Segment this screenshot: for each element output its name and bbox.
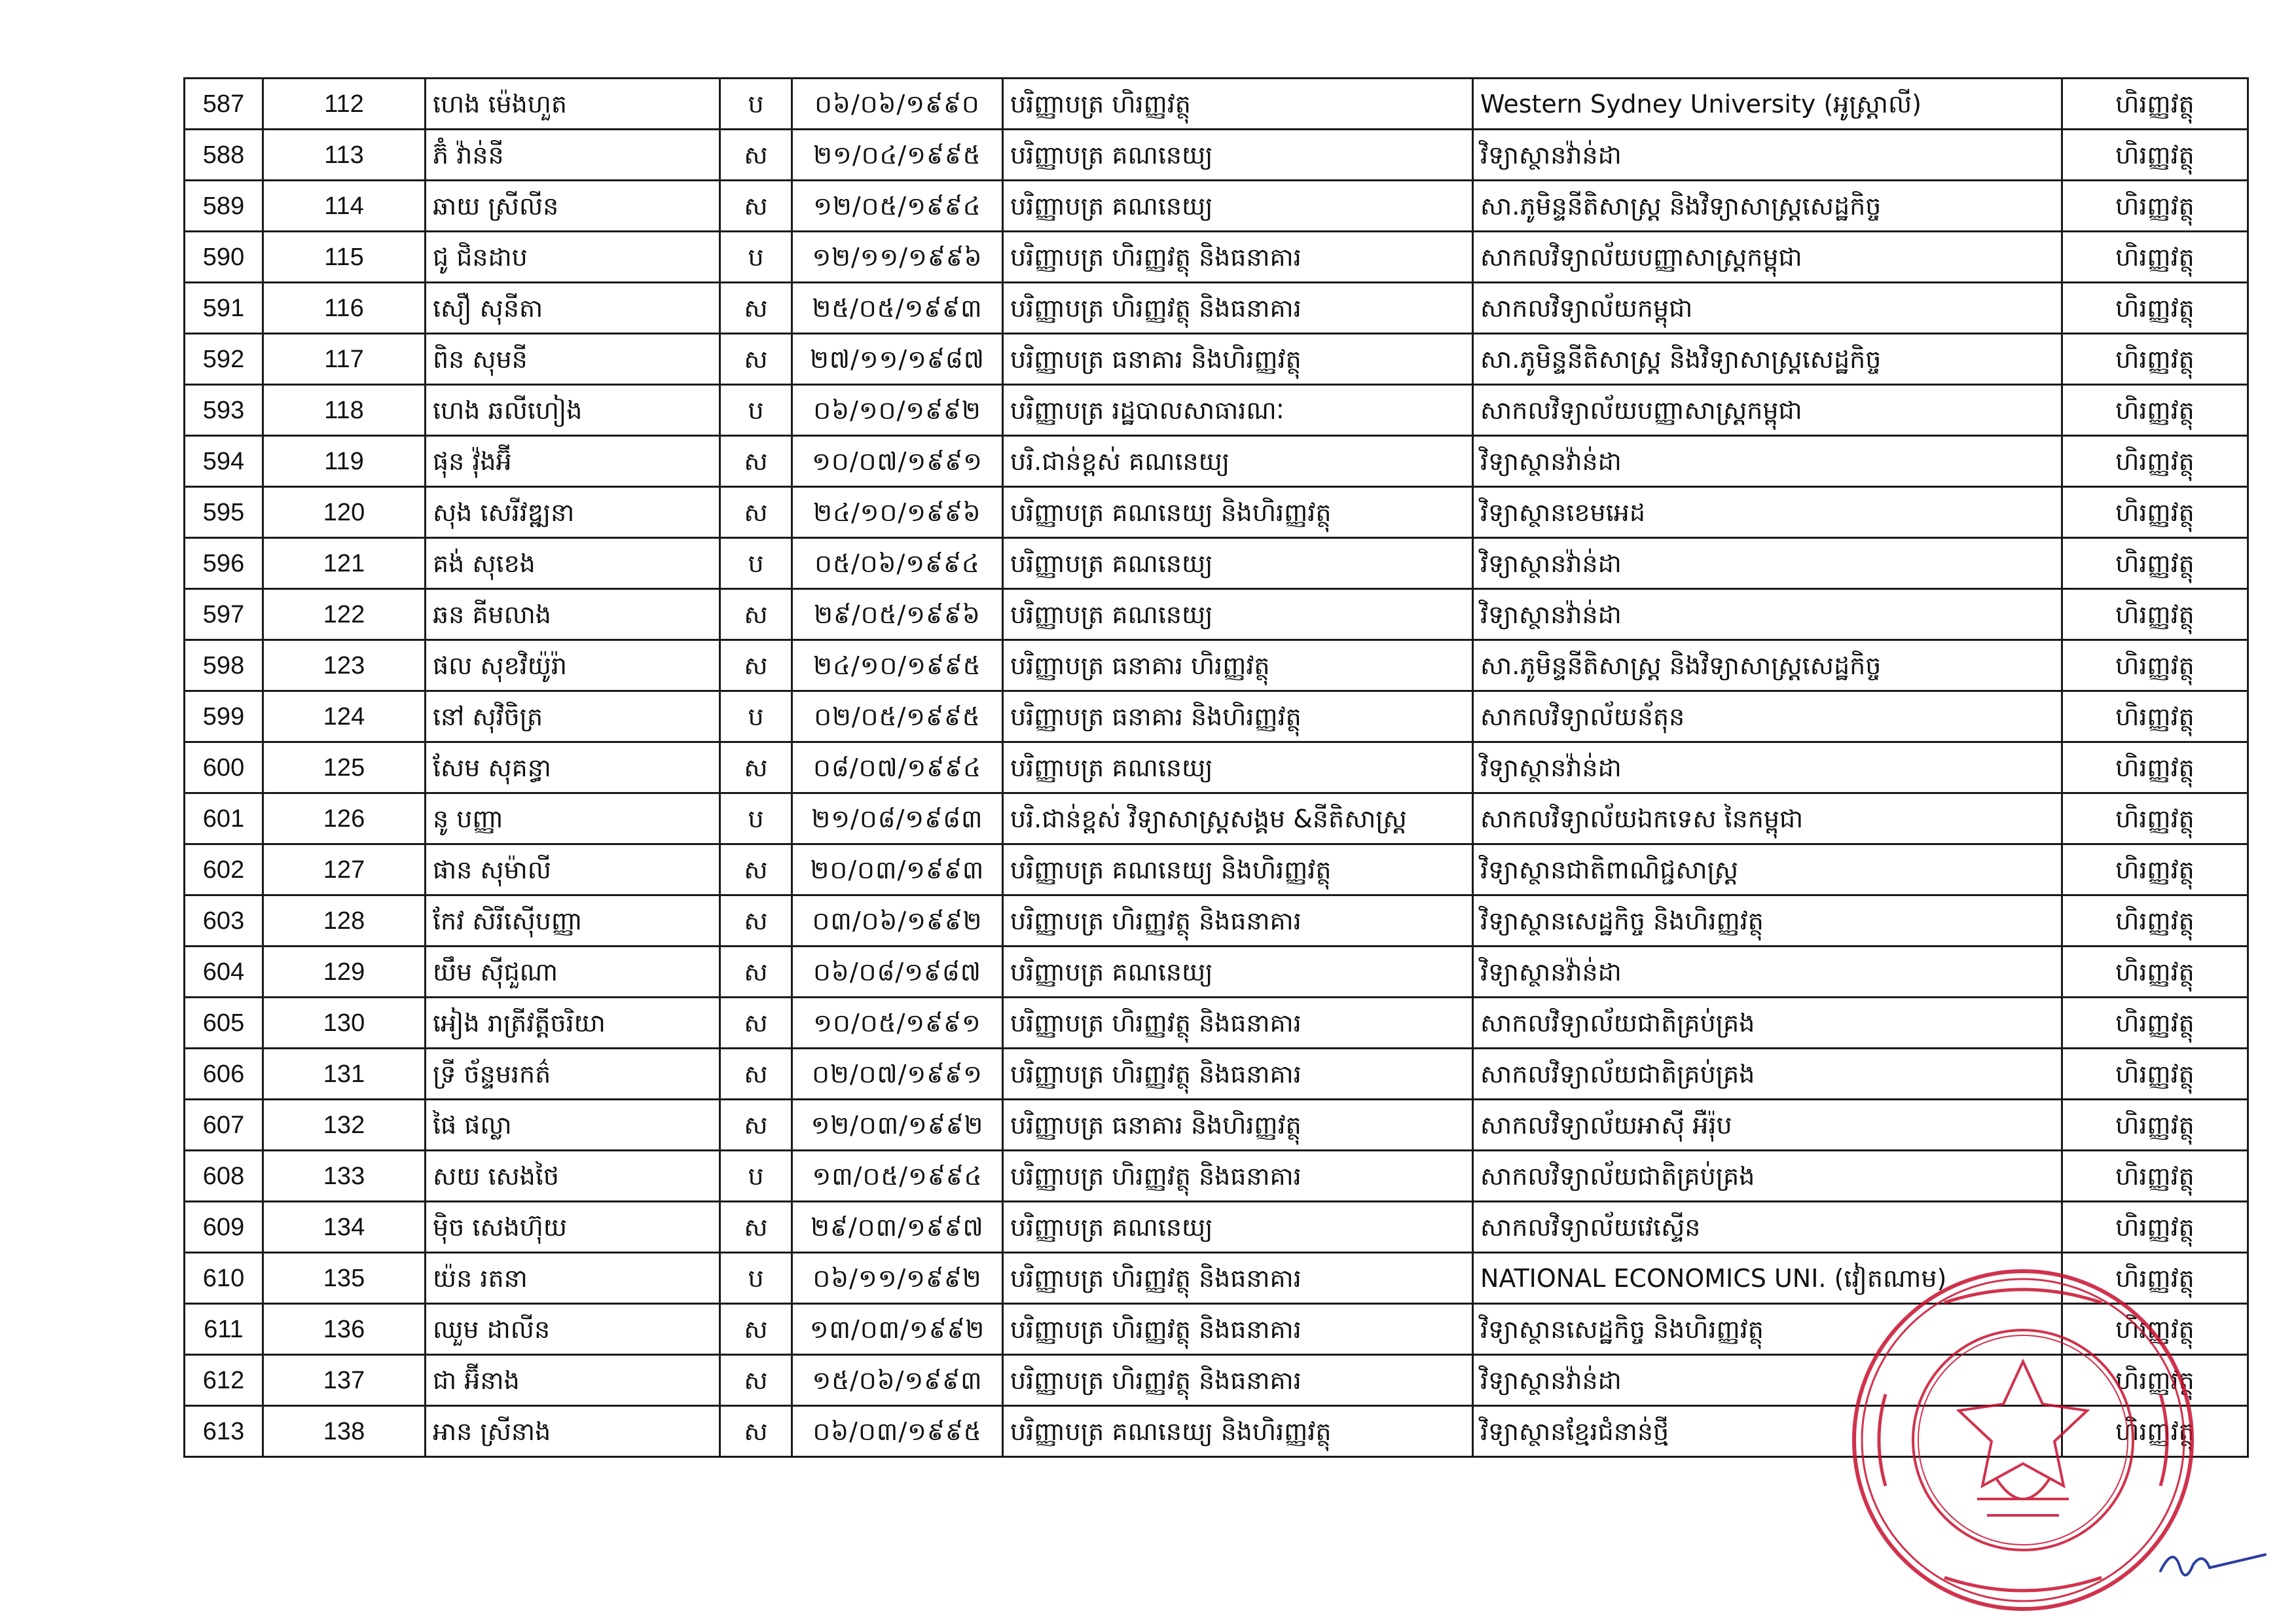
cell-institution: វិទ្យាស្ថានសេដ្ឋកិច្ច និងហិរញ្ញវត្ថុ xyxy=(1473,895,2062,947)
cell-sex-code: ប xyxy=(720,232,792,283)
cell-sex-code: ស xyxy=(720,1304,792,1355)
cell-institution: វិទ្យាស្ថានខ្មែរជំនាន់ថ្មី xyxy=(1473,1406,2062,1457)
cell-sub-number: 130 xyxy=(263,998,426,1049)
cell-row-number: 593 xyxy=(185,385,263,436)
cell-institution: សា.ភូមិន្ទនីតិសាស្ត្រ និងវិទ្យាសាស្ត្រសេដ្ឋកិច្ច xyxy=(1473,334,2062,385)
cell-institution: សាកលវិទ្យាល័យន័តុន xyxy=(1473,691,2062,742)
cell-sub-number: 117 xyxy=(263,334,426,385)
cell-major: ហិរញ្ញវត្ថុ xyxy=(2062,589,2248,640)
cell-sub-number: 137 xyxy=(263,1355,426,1406)
cell-institution: វិទ្យាស្ថានសេដ្ឋកិច្ច និងហិរញ្ញវត្ថុ xyxy=(1473,1304,2062,1355)
cell-institution: សា.ភូមិន្ទនីតិសាស្ត្រ និងវិទ្យាសាស្ត្រសេដ្ឋកិច្ច xyxy=(1473,181,2062,232)
table-row xyxy=(185,538,2248,589)
cell-sex-code: ប xyxy=(720,538,792,589)
cell-full-name: យឹម ស៊ីជួណា xyxy=(426,947,720,998)
cell-date-of-birth: ២៩/០៣/១៩៩៧ xyxy=(792,1202,1003,1253)
cell-degree: បរិញ្ញាបត្រ ធនាគារ ហិរញ្ញវត្ថុ xyxy=(1003,640,1473,691)
cell-major: ហិរញ្ញវត្ថុ xyxy=(2062,538,2248,589)
cell-degree: បរិញ្ញាបត្រ គណនេយ្យ និងហិរញ្ញវត្ថុ xyxy=(1003,487,1473,538)
table-row xyxy=(185,334,2248,385)
cell-full-name: ជា អ៊ីនាង xyxy=(426,1355,720,1406)
cell-sex-code: ស xyxy=(720,1100,792,1151)
cell-sub-number: 127 xyxy=(263,844,426,895)
cell-full-name: ឈួម ដាលីន xyxy=(426,1304,720,1355)
cell-date-of-birth: ១៣/០៣/១៩៩២ xyxy=(792,1304,1003,1355)
cell-institution: សាកលវិទ្យាល័យឯកទេស នៃកម្ពុជា xyxy=(1473,793,2062,844)
cell-sub-number: 121 xyxy=(263,538,426,589)
cell-institution: វិទ្យាស្ថានវ៉ាន់ដា xyxy=(1473,589,2062,640)
cell-row-number: 590 xyxy=(185,232,263,283)
cell-date-of-birth: ១២/០៥/១៩៩៤ xyxy=(792,181,1003,232)
cell-sex-code: ស xyxy=(720,487,792,538)
cell-row-number: 596 xyxy=(185,538,263,589)
cell-major: ហិរញ្ញវត្ថុ xyxy=(2062,1406,2248,1457)
cell-major: ហិរញ្ញវត្ថុ xyxy=(2062,1151,2248,1202)
cell-degree: បរិញ្ញាបត្រ គណនេយ្យ និងហិរញ្ញវត្ថុ xyxy=(1003,844,1473,895)
table-row xyxy=(185,487,2248,538)
cell-major: ហិរញ្ញវត្ថុ xyxy=(2062,1355,2248,1406)
cell-full-name: ឆាយ ស្រីលីន xyxy=(426,181,720,232)
official-seal-stamp xyxy=(1846,1263,2200,1617)
cell-row-number: 606 xyxy=(185,1049,263,1100)
cell-date-of-birth: ០៥/០៦/១៩៩៤ xyxy=(792,538,1003,589)
cell-institution: សាកលវិទ្យាល័យវេស្ទើន xyxy=(1473,1202,2062,1253)
cell-major: ហិរញ្ញវត្ថុ xyxy=(2062,947,2248,998)
table-body xyxy=(185,79,2248,1457)
cell-degree: បរិញ្ញាបត្រ ហិរញ្ញវត្ថុ និងធនាគារ xyxy=(1003,232,1473,283)
cell-date-of-birth: ០៦/១០/១៩៩២ xyxy=(792,385,1003,436)
cell-full-name: ភ៊ំ វ៉ាន់នី xyxy=(426,130,720,181)
cell-full-name: សែម សុគន្ធា xyxy=(426,742,720,793)
cell-date-of-birth: ០៦/០៣/១៩៩៥ xyxy=(792,1406,1003,1457)
cell-full-name: សឿ សុនីតា xyxy=(426,283,720,334)
cell-sub-number: 133 xyxy=(263,1151,426,1202)
cell-row-number: 611 xyxy=(185,1304,263,1355)
cell-date-of-birth: ១០/០៥/១៩៩១ xyxy=(792,998,1003,1049)
cell-degree: បរិញ្ញាបត្រ ហិរញ្ញវត្ថុ និងធនាគារ xyxy=(1003,998,1473,1049)
cell-sex-code: ប xyxy=(720,385,792,436)
cell-major: ហិរញ្ញវត្ថុ xyxy=(2062,998,2248,1049)
table-row xyxy=(185,1049,2248,1100)
cell-institution: វិទ្យាស្ថានវ៉ាន់ដា xyxy=(1473,742,2062,793)
cell-sub-number: 116 xyxy=(263,283,426,334)
cell-institution: វិទ្យាស្ថានខេមអេដ xyxy=(1473,487,2062,538)
cell-major: ហិរញ្ញវត្ថុ xyxy=(2062,640,2248,691)
cell-date-of-birth: ០៦/១១/១៩៩២ xyxy=(792,1253,1003,1304)
cell-date-of-birth: ២១/០៨/១៩៨៣ xyxy=(792,793,1003,844)
cell-full-name: ហេង ម៉េងហួត xyxy=(426,79,720,130)
cell-degree: បរិញ្ញាបត្រ ហិរញ្ញវត្ថុ និងធនាគារ xyxy=(1003,1253,1473,1304)
cell-institution: វិទ្យាស្ថានវ៉ាន់ដា xyxy=(1473,130,2062,181)
cell-row-number: 598 xyxy=(185,640,263,691)
cell-sex-code: ស xyxy=(720,436,792,487)
cell-degree: បរិញ្ញាបត្រ គណនេយ្យ xyxy=(1003,181,1473,232)
cell-degree: បរិញ្ញាបត្រ ធនាគារ និងហិរញ្ញវត្ថុ xyxy=(1003,691,1473,742)
cell-full-name: កែវ សិរីស៊ើបញ្ញា xyxy=(426,895,720,947)
cell-date-of-birth: ១២/០៣/១៩៩២ xyxy=(792,1100,1003,1151)
cell-degree: បរិញ្ញាបត្រ គណនេយ្យ និងហិរញ្ញវត្ថុ xyxy=(1003,1406,1473,1457)
cell-sub-number: 119 xyxy=(263,436,426,487)
cell-institution: សា.ភូមិន្ទនីតិសាស្ត្រ និងវិទ្យាសាស្ត្រសេដ្ឋកិច្ច xyxy=(1473,640,2062,691)
cell-row-number: 604 xyxy=(185,947,263,998)
table-row xyxy=(185,1100,2248,1151)
table-row xyxy=(185,691,2248,742)
cell-sub-number: 128 xyxy=(263,895,426,947)
cell-row-number: 600 xyxy=(185,742,263,793)
cell-degree: បរិញ្ញាបត្រ គណនេយ្យ xyxy=(1003,1202,1473,1253)
cell-sub-number: 136 xyxy=(263,1304,426,1355)
cell-sub-number: 123 xyxy=(263,640,426,691)
cell-degree: បរិ.ជាន់ខ្ពស់ វិទ្យាសាស្ត្រសង្គម &នីតិសាស្ត្រ xyxy=(1003,793,1473,844)
cell-sex-code: ស xyxy=(720,947,792,998)
cell-row-number: 609 xyxy=(185,1202,263,1253)
cell-date-of-birth: ២៤/១០/១៩៩៥ xyxy=(792,640,1003,691)
cell-date-of-birth: ០២/០៥/១៩៩៥ xyxy=(792,691,1003,742)
cell-row-number: 587 xyxy=(185,79,263,130)
cell-institution: Western Sydney University (អូស្ត្រាលី) xyxy=(1473,79,2062,130)
cell-full-name: សយ សេងថៃ xyxy=(426,1151,720,1202)
cell-degree: បរិញ្ញាបត្រ គណនេយ្យ xyxy=(1003,130,1473,181)
cell-full-name: អៀង រាត្រីវត្តីចរិយា xyxy=(426,998,720,1049)
cell-sex-code: ស xyxy=(720,589,792,640)
cell-date-of-birth: ០៨/០៧/១៩៩៤ xyxy=(792,742,1003,793)
cell-sex-code: ប xyxy=(720,1253,792,1304)
cell-major: ហិរញ្ញវត្ថុ xyxy=(2062,232,2248,283)
cell-row-number: 592 xyxy=(185,334,263,385)
cell-major: ហិរញ្ញវត្ថុ xyxy=(2062,1202,2248,1253)
table-row xyxy=(185,385,2248,436)
cell-full-name: អាន ស្រីនាង xyxy=(426,1406,720,1457)
cell-sub-number: 129 xyxy=(263,947,426,998)
cell-sex-code: ស xyxy=(720,1049,792,1100)
cell-sub-number: 122 xyxy=(263,589,426,640)
cell-row-number: 599 xyxy=(185,691,263,742)
cell-row-number: 607 xyxy=(185,1100,263,1151)
cell-major: ហិរញ្ញវត្ថុ xyxy=(2062,742,2248,793)
cell-sub-number: 113 xyxy=(263,130,426,181)
cell-full-name: ផល សុខវិយ៉ូរ៉ា xyxy=(426,640,720,691)
cell-institution: វិទ្យាស្ថានវ៉ាន់ដា xyxy=(1473,436,2062,487)
cell-sex-code: ស xyxy=(720,334,792,385)
cell-major: ហិរញ្ញវត្ថុ xyxy=(2062,844,2248,895)
cell-full-name: ផាន សុម៉ាលី xyxy=(426,844,720,895)
cell-major: ហិរញ្ញវត្ថុ xyxy=(2062,1304,2248,1355)
cell-major: ហិរញ្ញវត្ថុ xyxy=(2062,1049,2248,1100)
cell-major: ហិរញ្ញវត្ថុ xyxy=(2062,793,2248,844)
cell-major: ហិរញ្ញវត្ថុ xyxy=(2062,130,2248,181)
cell-full-name: ហេង ឆលីហៀង xyxy=(426,385,720,436)
table-row xyxy=(185,742,2248,793)
cell-row-number: 601 xyxy=(185,793,263,844)
cell-full-name: គង់ សុខេង xyxy=(426,538,720,589)
cell-full-name: នូ បញ្ញា xyxy=(426,793,720,844)
cell-date-of-birth: ២៥/០៥/១៩៩៣ xyxy=(792,283,1003,334)
cell-major: ហិរញ្ញវត្ថុ xyxy=(2062,1253,2248,1304)
cell-institution: NATIONAL ECONOMICS UNI. (វៀតណាម) xyxy=(1473,1253,2062,1304)
cell-date-of-birth: ២៩/០៥/១៩៩៦ xyxy=(792,589,1003,640)
cell-row-number: 610 xyxy=(185,1253,263,1304)
cell-full-name: នៅ សុវិចិត្រ xyxy=(426,691,720,742)
table-row xyxy=(185,844,2248,895)
cell-degree: បរិញ្ញាបត្រ ហិរញ្ញវត្ថុ និងធនាគារ xyxy=(1003,1151,1473,1202)
cell-degree: បរិញ្ញាបត្រ ហិរញ្ញវត្ថុ និងធនាគារ xyxy=(1003,1049,1473,1100)
cell-sub-number: 115 xyxy=(263,232,426,283)
cell-date-of-birth: ១៥/០៦/១៩៩៣ xyxy=(792,1355,1003,1406)
cell-major: ហិរញ្ញវត្ថុ xyxy=(2062,691,2248,742)
cell-major: ហិរញ្ញវត្ថុ xyxy=(2062,487,2248,538)
table-row xyxy=(185,1151,2248,1202)
cell-institution: វិទ្យាស្ថានវ៉ាន់ដា xyxy=(1473,1355,2062,1406)
cell-institution: វិទ្យាស្ថានវ៉ាន់ដា xyxy=(1473,538,2062,589)
cell-degree: បរិញ្ញាបត្រ ហិរញ្ញវត្ថុ និងធនាគារ xyxy=(1003,1304,1473,1355)
table-row xyxy=(185,947,2248,998)
cell-full-name: ផុន វ៉ុងអ៊ី xyxy=(426,436,720,487)
cell-institution: សាកលវិទ្យាល័យអាស៊ី អឺរ៉ុប xyxy=(1473,1100,2062,1151)
table-row xyxy=(185,998,2248,1049)
cell-sex-code: ស xyxy=(720,283,792,334)
cell-date-of-birth: ២១/០៤/១៩៩៥ xyxy=(792,130,1003,181)
cell-major: ហិរញ្ញវត្ថុ xyxy=(2062,895,2248,947)
cell-institution: សាកលវិទ្យាល័យកម្ពុជា xyxy=(1473,283,2062,334)
cell-full-name: ឆន គីមលាង xyxy=(426,589,720,640)
table-row xyxy=(185,589,2248,640)
cell-degree: បរិញ្ញាបត្រ ហិរញ្ញវត្ថុ xyxy=(1003,79,1473,130)
cell-institution: សាកលវិទ្យាល័យជាតិគ្រប់គ្រង xyxy=(1473,998,2062,1049)
cell-row-number: 603 xyxy=(185,895,263,947)
cell-degree: បរិញ្ញាបត្រ ហិរញ្ញវត្ថុ និងធនាគារ xyxy=(1003,1355,1473,1406)
cell-date-of-birth: ០៣/០៦/១៩៩២ xyxy=(792,895,1003,947)
cell-row-number: 595 xyxy=(185,487,263,538)
cell-degree: បរិញ្ញាបត្រ រដ្ឋបាលសាធារណៈ xyxy=(1003,385,1473,436)
cell-degree: បរិញ្ញាបត្រ គណនេយ្យ xyxy=(1003,589,1473,640)
cell-date-of-birth: ១៣/០៥/១៩៩៤ xyxy=(792,1151,1003,1202)
cell-row-number: 605 xyxy=(185,998,263,1049)
cell-major: ហិរញ្ញវត្ថុ xyxy=(2062,334,2248,385)
cell-sub-number: 120 xyxy=(263,487,426,538)
cell-sex-code: ប xyxy=(720,1151,792,1202)
cell-full-name: ម៉ិច សេងហ៊ុយ xyxy=(426,1202,720,1253)
cell-full-name: ទ្រី ច័ន្ទមរកត៌ xyxy=(426,1049,720,1100)
cell-sub-number: 135 xyxy=(263,1253,426,1304)
table-row xyxy=(185,79,2248,130)
cell-row-number: 602 xyxy=(185,844,263,895)
cell-sub-number: 118 xyxy=(263,385,426,436)
cell-date-of-birth: ០២/០៧/១៩៩១ xyxy=(792,1049,1003,1100)
cell-date-of-birth: ២០/០៣/១៩៩៣ xyxy=(792,844,1003,895)
cell-sub-number: 126 xyxy=(263,793,426,844)
cell-row-number: 612 xyxy=(185,1355,263,1406)
cell-sub-number: 114 xyxy=(263,181,426,232)
table-row xyxy=(185,793,2248,844)
cell-sex-code: ស xyxy=(720,1202,792,1253)
cell-sex-code: ស xyxy=(720,895,792,947)
cell-date-of-birth: ០៦/០៦/១៩៩០ xyxy=(792,79,1003,130)
cell-major: ហិរញ្ញវត្ថុ xyxy=(2062,283,2248,334)
cell-sex-code: ប xyxy=(720,691,792,742)
cell-date-of-birth: ២៤/១០/១៩៩៦ xyxy=(792,487,1003,538)
cell-row-number: 591 xyxy=(185,283,263,334)
cell-degree: បរិញ្ញាបត្រ គណនេយ្យ xyxy=(1003,947,1473,998)
cell-sex-code: ស xyxy=(720,998,792,1049)
cell-sub-number: 138 xyxy=(263,1406,426,1457)
cell-sub-number: 131 xyxy=(263,1049,426,1100)
cell-institution: សាកលវិទ្យាល័យបញ្ញាសាស្ត្រកម្ពុជា xyxy=(1473,385,2062,436)
cell-sex-code: ស xyxy=(720,844,792,895)
cell-sex-code: ស xyxy=(720,1355,792,1406)
cell-row-number: 594 xyxy=(185,436,263,487)
cell-institution: វិទ្យាស្ថានវ៉ាន់ដា xyxy=(1473,947,2062,998)
cell-sub-number: 132 xyxy=(263,1100,426,1151)
table-row xyxy=(185,130,2248,181)
cell-major: ហិរញ្ញវត្ថុ xyxy=(2062,181,2248,232)
table-row xyxy=(185,640,2248,691)
candidate-table xyxy=(183,77,2249,1458)
cell-major: ហិរញ្ញវត្ថុ xyxy=(2062,436,2248,487)
cell-degree: បរិញ្ញាបត្រ គណនេយ្យ xyxy=(1003,538,1473,589)
cell-row-number: 589 xyxy=(185,181,263,232)
cell-sex-code: ស xyxy=(720,1406,792,1457)
cell-degree: បរិញ្ញាបត្រ ធនាគារ និងហិរញ្ញវត្ថុ xyxy=(1003,334,1473,385)
cell-sub-number: 112 xyxy=(263,79,426,130)
cell-degree: បរិញ្ញាបត្រ គណនេយ្យ xyxy=(1003,742,1473,793)
cell-row-number: 588 xyxy=(185,130,263,181)
cell-degree: បរិញ្ញាបត្រ ហិរញ្ញវត្ថុ និងធនាគារ xyxy=(1003,895,1473,947)
table-row xyxy=(185,232,2248,283)
cell-row-number: 613 xyxy=(185,1406,263,1457)
cell-major: ហិរញ្ញវត្ថុ xyxy=(2062,1100,2248,1151)
cell-institution: សាកលវិទ្យាល័យជាតិគ្រប់គ្រង xyxy=(1473,1049,2062,1100)
cell-full-name: យ៉ន រតនា xyxy=(426,1253,720,1304)
cell-date-of-birth: ១០/០៧/១៩៩១ xyxy=(792,436,1003,487)
cell-degree: បរិញ្ញាបត្រ ហិរញ្ញវត្ថុ និងធនាគារ xyxy=(1003,283,1473,334)
cell-degree: បរិ.ជាន់ខ្ពស់ គណនេយ្យ xyxy=(1003,436,1473,487)
cell-institution: សាកលវិទ្យាល័យបញ្ញាសាស្ត្រកម្ពុជា xyxy=(1473,232,2062,283)
cell-row-number: 597 xyxy=(185,589,263,640)
cell-full-name: ផៃ ផល្លា xyxy=(426,1100,720,1151)
cell-date-of-birth: ១២/១១/១៩៩៦ xyxy=(792,232,1003,283)
table-row xyxy=(185,436,2248,487)
cell-date-of-birth: ២៧/១១/១៩៨៧ xyxy=(792,334,1003,385)
cell-institution: សាកលវិទ្យាល័យជាតិគ្រប់គ្រង xyxy=(1473,1151,2062,1202)
table-row xyxy=(185,1202,2248,1253)
cell-sex-code: ស xyxy=(720,181,792,232)
cell-sex-code: ប xyxy=(720,793,792,844)
signature-mark xyxy=(2154,1538,2272,1591)
cell-degree: បរិញ្ញាបត្រ ធនាគារ និងហិរញ្ញវត្ថុ xyxy=(1003,1100,1473,1151)
cell-full-name: សុង សេរីវឌ្ឍនា xyxy=(426,487,720,538)
table-row xyxy=(185,181,2248,232)
cell-sex-code: ប xyxy=(720,79,792,130)
cell-sub-number: 125 xyxy=(263,742,426,793)
cell-full-name: ជូ ជិនដាប xyxy=(426,232,720,283)
cell-full-name: ពិន សុមនី xyxy=(426,334,720,385)
table-row xyxy=(185,895,2248,947)
cell-major: ហិរញ្ញវត្ថុ xyxy=(2062,385,2248,436)
cell-institution: វិទ្យាស្ថានជាតិពាណិជ្ជសាស្ត្រ xyxy=(1473,844,2062,895)
cell-sex-code: ស xyxy=(720,130,792,181)
cell-date-of-birth: ០៦/០៨/១៩៨៧ xyxy=(792,947,1003,998)
cell-row-number: 608 xyxy=(185,1151,263,1202)
cell-major: ហិរញ្ញវត្ថុ xyxy=(2062,79,2248,130)
cell-sub-number: 134 xyxy=(263,1202,426,1253)
cell-sub-number: 124 xyxy=(263,691,426,742)
cell-sex-code: ស xyxy=(720,742,792,793)
table-row xyxy=(185,283,2248,334)
cell-sex-code: ស xyxy=(720,640,792,691)
